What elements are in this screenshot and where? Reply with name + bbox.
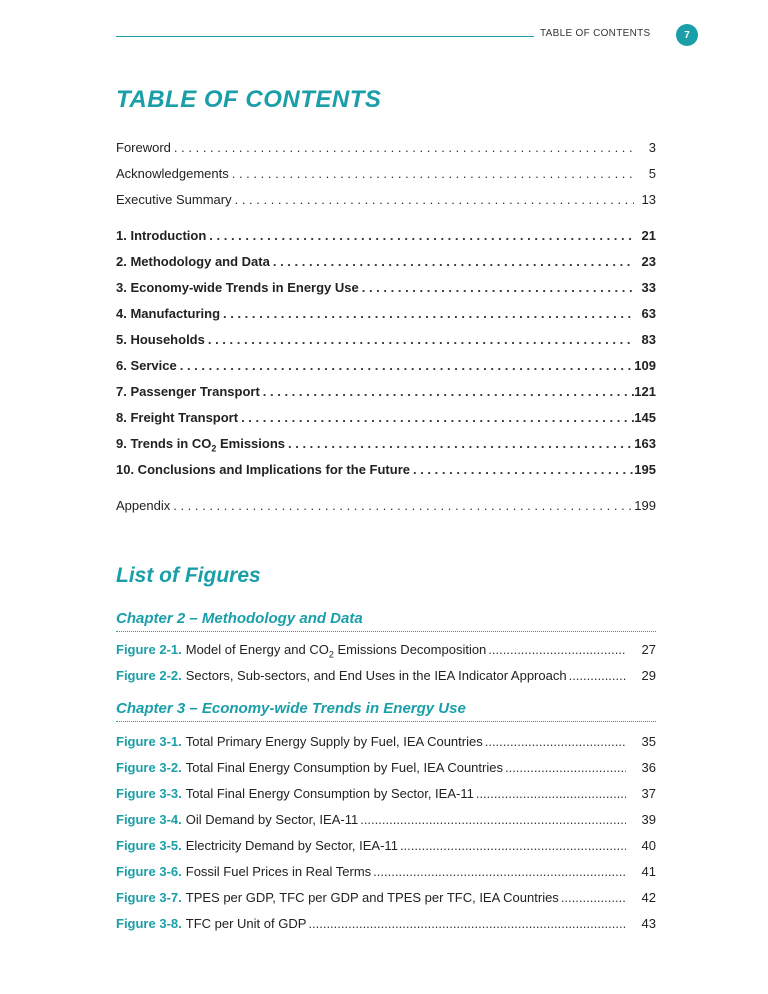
figure-title: Sectors, Sub-sectors, and End Uses in the IEA Indicator Approach [185,668,567,683]
figure-entry[interactable] [116,760,656,786]
toc-chapter-7[interactable] [116,384,656,410]
toc-chapter-9[interactable] [116,436,656,462]
figure-title: Electricity Demand by Sector, IEA-11 [185,838,398,853]
toc-chapter-5[interactable] [116,332,656,358]
toc-entry-label: 3. Economy-wide Trends in Energy Use [116,280,359,295]
figure-number: Figure 3-4. [116,812,182,827]
figure-number: Figure 3-6. [116,864,182,879]
toc-entry-page: 109 [634,358,656,373]
figure-title: Total Final Energy Consumption by Sector, IEA-11 [185,786,474,801]
toc-entry-appendix[interactable] [116,498,656,524]
toc-entry-foreword[interactable] [116,140,656,166]
figure-entry[interactable] [116,786,656,812]
toc-entry-page: 13 [641,192,656,207]
toc-entry-page: 83 [641,332,656,347]
figure-title: Total Final Energy Consumption by Fuel, IEA Countries [185,760,503,775]
toc-entry-label: 8. Freight Transport [116,410,239,425]
figure-title: Fossil Fuel Prices in Real Terms [185,864,372,879]
figure-page: 39 [641,812,656,827]
figure-entry[interactable] [116,916,656,942]
toc-entry-page: 163 [634,436,656,451]
toc-entry-label: 10. Conclusions and Implications for the Future [116,462,410,477]
toc-entry-acknowledgements[interactable] [116,166,656,192]
header-rule [116,36,534,37]
figure-title: Total Primary Energy Supply by Fuel, IEA Countries [185,734,483,749]
figure-title: Model of Energy and $CO_2$ Emissions Decomposition [185,642,487,660]
toc-entry-label: Executive Summary [116,192,232,207]
list-of-figures-title: List of Figures [116,564,261,587]
toc-entry-label: 9. Trends in $CO_2$ Emissions [116,436,286,454]
figure-entry[interactable] [116,812,656,838]
figure-page: 27 [641,642,656,657]
toc-entry-label: 7. Passenger Transport [116,384,260,399]
toc-entry-page: 5 [648,166,656,181]
toc-entry-label: Appendix [116,498,171,513]
toc-chapter-2[interactable] [116,254,656,280]
toc-entry-page: 63 [641,306,656,321]
figure-page: 35 [641,734,656,749]
figure-entry[interactable] [116,734,656,760]
toc-entry-page: 23 [641,254,656,269]
running-header: TABLE OF CONTENTS [540,28,651,39]
figure-page: 36 [641,760,656,775]
figure-title: TPES per GDP, TFC per GDP and TPES per TFC, IEA Countries [185,890,559,905]
toc-entry-page: 199 [634,498,656,513]
toc-entry-label: 6. Service [116,358,177,373]
chapter-2-heading: Chapter 2 – Methodology and Data [116,610,656,632]
figure-page: 41 [641,864,656,879]
toc-chapter-8[interactable] [116,410,656,436]
page-number-badge: 7 [676,24,698,46]
toc-entry-label: Acknowledgements [116,166,229,181]
toc-title: TABLE OF CONTENTS [116,86,382,113]
figure-number: Figure 3-2. [116,760,182,775]
chapter-2-figure-list [116,642,656,694]
toc-entry-label: 2. Methodology and Data [116,254,270,269]
toc-chapter-4[interactable] [116,306,656,332]
figure-entry[interactable] [116,668,656,694]
toc-entry-page: 145 [634,410,656,425]
figure-entry[interactable] [116,838,656,864]
toc-entry-page: 195 [634,462,656,477]
figure-entry[interactable] [116,890,656,916]
figure-page: 29 [641,668,656,683]
figure-page: 43 [641,916,656,931]
chapter-3-heading: Chapter 3 – Economy-wide Trends in Energy Use [116,700,656,722]
toc-entry-page: 21 [641,228,656,243]
toc-entry-page: 121 [634,384,656,399]
figure-number: Figure 2-2. [116,668,182,683]
toc-entry-label: 4. Manufacturing [116,306,221,321]
figure-number: Figure 2-1. [116,642,182,657]
figure-number: Figure 3-1. [116,734,182,749]
figure-number: Figure 3-8. [116,916,182,931]
toc-entry-label: 5. Households [116,332,205,347]
toc-chapter-1[interactable] [116,228,656,254]
toc-entry-page: 33 [641,280,656,295]
toc-entry-label: Foreword [116,140,171,155]
figure-page: 42 [641,890,656,905]
chapter-3-figure-list [116,734,656,942]
toc-entry-executive-summary[interactable] [116,192,656,218]
toc-entry-page: 3 [648,140,656,155]
toc-chapter-3[interactable] [116,280,656,306]
figure-entry[interactable] [116,642,656,668]
toc-list [116,140,656,524]
toc-entry-label: 1. Introduction [116,228,207,243]
figure-number: Figure 3-7. [116,890,182,905]
figure-number: Figure 3-3. [116,786,182,801]
toc-chapter-6[interactable] [116,358,656,384]
figure-page: 40 [641,838,656,853]
figure-entry[interactable] [116,864,656,890]
figure-title: Oil Demand by Sector, IEA-11 [185,812,359,827]
toc-chapter-10[interactable] [116,462,656,488]
figure-number: Figure 3-5. [116,838,182,853]
figure-page: 37 [641,786,656,801]
figure-title: TFC per Unit of GDP [185,916,307,931]
